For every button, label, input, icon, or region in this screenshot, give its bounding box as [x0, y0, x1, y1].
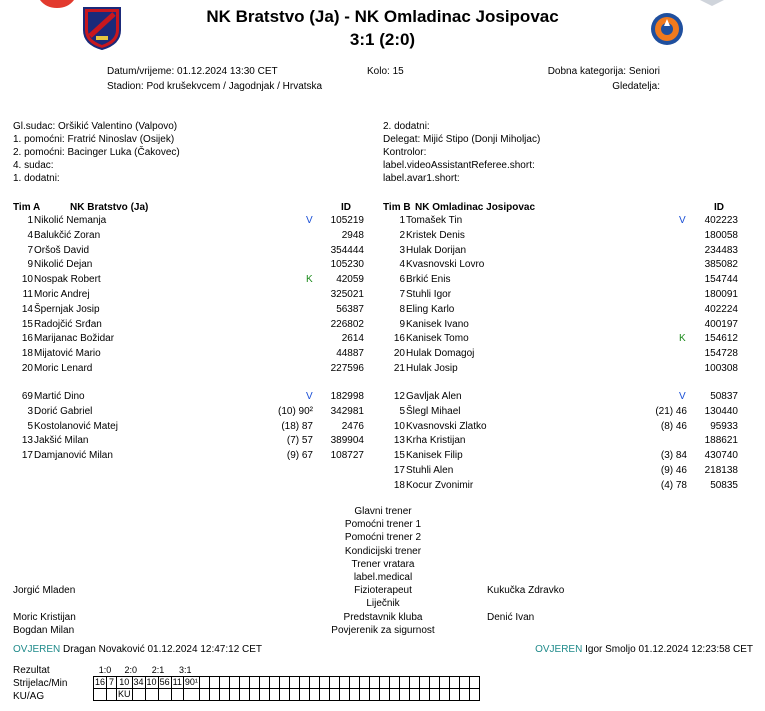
match-spectators: Gledatelja: [612, 81, 660, 92]
empty-cell [309, 676, 319, 688]
match-category: Dobna kategorija: Seniori [547, 66, 660, 77]
player-id: 218138 [704, 465, 738, 476]
staff-role: Fizioterapeut [354, 585, 412, 597]
match-round: Kolo: 15 [367, 66, 404, 77]
player-name: Kocur Zvonimir [406, 479, 474, 491]
empty-cell [379, 664, 389, 676]
staff-member-right: Denić Ivan [487, 611, 535, 623]
player-number: 4 [399, 259, 405, 271]
player-id: 105219 [330, 215, 364, 226]
player-id: 342981 [330, 405, 364, 417]
team-a-name: NK Bratstvo (Ja) [70, 202, 149, 213]
player-id: 389904 [330, 435, 364, 447]
substitution-info: (7) 57 [286, 435, 313, 447]
empty-cell [259, 664, 269, 676]
empty-cell [199, 664, 209, 676]
player-number: 13 [393, 435, 405, 447]
player-id: 105230 [330, 259, 364, 271]
official-line: Gl.sudac: Oršikić Valentino (Valpovo) [13, 121, 178, 132]
player-name: Krha Kristijan [406, 435, 466, 447]
player-name: Hulak Dorijan [406, 244, 467, 256]
empty-cell [289, 688, 299, 700]
empty-cell [399, 664, 409, 676]
player-number: 3 [27, 405, 33, 417]
substitution-info: (21) 46 [655, 405, 687, 417]
player-name: Moric Lenard [34, 363, 93, 374]
empty-cell [379, 676, 389, 688]
verified-text: Igor Smoljo 01.12.2024 12:23:58 CET [585, 644, 753, 655]
player-name: Eling Karlo [406, 303, 455, 315]
team-a-label: Tim A [13, 202, 41, 213]
player-number: 9 [27, 259, 33, 271]
player-name: Damjanović Milan [34, 450, 113, 462]
player-number: 11 [22, 289, 33, 300]
player-number: 9 [399, 318, 405, 330]
substitution-info: (10) 90² [277, 405, 313, 417]
staff-role: Glavni trener [354, 506, 412, 517]
staff-role: Predstavnik kluba [343, 611, 423, 623]
empty-cell [158, 688, 171, 700]
goalkeeper-mark: V [679, 215, 686, 226]
player-name: Balukčić Zoran [34, 229, 101, 241]
empty-cell [279, 688, 289, 700]
empty-cell [339, 688, 349, 700]
substitution-info: (18) 87 [281, 420, 313, 432]
player-number: 3 [399, 244, 405, 256]
player-number: 8 [399, 303, 405, 315]
goalkeeper-mark: V [679, 391, 686, 402]
goalkeeper-mark: V [306, 215, 313, 226]
empty-cell [132, 688, 145, 700]
player-number: 69 [21, 391, 33, 402]
player-number: 7 [399, 289, 405, 300]
empty-cell [219, 676, 229, 688]
official-line: 2. pomoćni: Bacinger Luka (Čakovec) [13, 147, 180, 158]
empty-cell [319, 676, 329, 688]
staff-role: Povjerenik za sigurnost [331, 624, 435, 636]
staff-member-left: Moric Kristijan [13, 611, 76, 623]
empty-cell [349, 688, 359, 700]
scorer-row-label: Strijelac/Min [13, 678, 68, 689]
empty-cell [229, 688, 239, 700]
scorer-cell: 7 [107, 676, 117, 688]
player-id: 325021 [330, 289, 364, 300]
match-datetime: Datum/vrijeme: 01.12.2024 13:30 CET [107, 66, 278, 77]
player-id: 50837 [710, 391, 738, 402]
empty-cell [459, 688, 469, 700]
player-name: Oršoš David [34, 244, 90, 256]
empty-cell [249, 664, 259, 676]
empty-cell [429, 688, 439, 700]
player-name: Radojčić Srđan [34, 318, 102, 330]
player-number: 18 [21, 348, 33, 360]
player-number: 4 [27, 229, 33, 241]
player-name: Tomašek Tin [406, 215, 463, 226]
player-number: 12 [393, 391, 405, 402]
empty-cell [259, 688, 269, 700]
goalkeeper-mark: V [306, 391, 313, 402]
empty-cell [269, 664, 279, 676]
empty-cell [94, 688, 107, 700]
scorer-cell: 11 [172, 677, 182, 687]
staff-member-left: Jorgić Mladen [13, 585, 76, 597]
player-number: 10 [393, 420, 405, 432]
player-name: Špernjak Josip [34, 303, 100, 315]
empty-cell [469, 688, 479, 700]
empty-cell [409, 676, 419, 688]
result-score: 2:1 [145, 664, 171, 676]
team-b-name: NK Omladinac Josipovac [415, 202, 536, 213]
empty-cell [279, 676, 289, 688]
staff-role: Trener vratara [351, 558, 415, 570]
player-name: Kanisek Filip [406, 450, 463, 462]
verification-right [535, 644, 753, 655]
empty-cell [379, 688, 389, 700]
player-id: 130440 [704, 405, 738, 417]
empty-cell [319, 664, 329, 676]
substitution-info: (9) 67 [286, 450, 313, 462]
player-name: Moric Andrej [34, 289, 90, 300]
staff-member-right: Kukučka Zdravko [487, 585, 565, 597]
player-id: 108727 [330, 450, 364, 462]
empty-cell [409, 664, 419, 676]
official-line: 1. pomoćni: Fratrić Ninoslav (Osijek) [13, 134, 175, 145]
result-score: 2:0 [117, 664, 146, 676]
verification-left [13, 644, 262, 655]
empty-cell [183, 688, 199, 700]
substitution-info: (3) 84 [660, 450, 687, 462]
player-name: Dorić Gabriel [34, 405, 93, 417]
player-id: 400197 [704, 318, 738, 330]
empty-cell [399, 688, 409, 700]
player-number: 13 [21, 435, 33, 447]
empty-cell [399, 676, 409, 688]
empty-cell [259, 676, 269, 688]
empty-cell [171, 688, 183, 700]
player-number: 16 [393, 333, 405, 345]
player-id: 50835 [710, 479, 738, 491]
staff-role: label.medical [353, 572, 413, 583]
result-row-label: Rezultat [13, 665, 50, 676]
empty-cell [219, 688, 229, 700]
official-line: 1. dodatni: [13, 173, 60, 184]
player-name: Kvasnovski Lovro [406, 259, 485, 271]
official-line: Kontrolor: [383, 147, 427, 158]
empty-cell [419, 688, 429, 700]
empty-cell [469, 664, 479, 676]
player-id: 44887 [336, 348, 364, 360]
player-name: Mijatović Mario [34, 348, 101, 360]
empty-cell [199, 688, 209, 700]
player-name: Hulak Josip [406, 363, 458, 374]
empty-cell [309, 688, 319, 700]
empty-cell [389, 676, 399, 688]
empty-cell [369, 676, 379, 688]
staff-role: Kondicijski trener [344, 545, 422, 557]
substitution-info: (4) 78 [660, 479, 687, 491]
empty-cell [299, 664, 309, 676]
verified-label: OVJEREN [13, 644, 61, 655]
player-id: 402224 [704, 303, 738, 315]
player-name: Nikolić Nemanja [34, 215, 107, 226]
player-number: 17 [393, 465, 405, 476]
player-number: 10 [21, 274, 33, 286]
scorer-cell: 10 [146, 677, 157, 687]
player-number: 16 [21, 333, 33, 345]
empty-cell [449, 664, 459, 676]
player-id: 42059 [336, 274, 364, 286]
player-id: 385082 [704, 259, 738, 271]
empty-cell [459, 664, 469, 676]
player-id: 402223 [704, 215, 738, 226]
empty-cell [289, 664, 299, 676]
result-table [93, 664, 480, 701]
official-line: label.avar1.short: [383, 173, 460, 184]
player-number: 6 [399, 274, 405, 286]
empty-cell [439, 664, 449, 676]
player-number: 15 [21, 318, 33, 330]
player-name: Šlegl Mihael [406, 405, 461, 417]
empty-cell [459, 676, 469, 688]
empty-cell [469, 676, 479, 688]
team-b-label: Tim B [383, 202, 411, 213]
player-id: 226802 [330, 318, 364, 330]
scorer-cell: 34 [133, 677, 144, 687]
empty-cell [419, 676, 429, 688]
player-id: 95933 [710, 420, 738, 432]
player-name: Kvasnovski Zlatko [406, 420, 487, 432]
player-name: Nikolić Dejan [34, 259, 93, 271]
player-id: 56387 [336, 303, 364, 315]
player-name: Stuhli Igor [406, 289, 452, 300]
result-score: 1:0 [94, 664, 117, 676]
empty-cell [439, 688, 449, 700]
player-name: Jakšić Milan [34, 435, 89, 447]
empty-cell [429, 676, 439, 688]
player-id: 234483 [704, 244, 738, 256]
player-id: 182998 [330, 391, 364, 402]
team-a-id-header: ID [341, 202, 351, 213]
empty-cell [369, 664, 379, 676]
empty-cell [309, 664, 319, 676]
player-id: 430740 [704, 450, 738, 462]
empty-cell [409, 688, 419, 700]
empty-cell [239, 688, 249, 700]
match-title: NK Bratstvo (Ja) - NK Omladinac Josipovac [206, 7, 559, 26]
empty-cell [199, 676, 209, 688]
empty-cell [279, 664, 289, 676]
player-name: Kristek Denis [406, 229, 465, 241]
empty-cell [359, 688, 369, 700]
player-name: Martić Dino [34, 391, 85, 402]
player-id: 354444 [330, 244, 364, 256]
match-score: 3:1 (2:0) [349, 30, 416, 49]
empty-cell [329, 688, 339, 700]
empty-cell [209, 676, 219, 688]
player-number: 14 [21, 303, 33, 315]
ku-cell: KU [118, 689, 131, 699]
player-name: Stuhli Alen [406, 465, 454, 476]
official-line: 2. dodatni: [383, 121, 430, 132]
player-name: Gavljak Alen [406, 391, 462, 402]
player-id: 227596 [330, 363, 364, 374]
captain-mark: K [679, 333, 686, 345]
empty-cell [249, 688, 259, 700]
empty-cell [449, 688, 459, 700]
empty-cell [239, 676, 249, 688]
player-id: 188621 [704, 435, 738, 447]
empty-cell [209, 664, 219, 676]
player-name: Brkić Enis [406, 274, 451, 286]
empty-cell [359, 664, 369, 676]
empty-cell [389, 688, 399, 700]
player-number: 5 [27, 420, 33, 432]
scorer-cell: 56 [159, 677, 170, 687]
empty-cell [219, 664, 229, 676]
captain-mark: K [306, 274, 313, 286]
empty-cell [269, 688, 279, 700]
empty-cell [209, 688, 219, 700]
player-name: Nospak Robert [34, 274, 101, 286]
staff-role: Pomoćni trener 2 [344, 532, 422, 544]
player-id: 2476 [341, 420, 364, 432]
player-number: 7 [27, 244, 33, 256]
player-id: 154744 [704, 274, 738, 286]
player-id: 2614 [341, 333, 364, 345]
scorer-cell: 10 [117, 676, 133, 688]
player-name: Kanisek Tomo [406, 333, 469, 345]
empty-cell [339, 676, 349, 688]
player-id: 154728 [704, 348, 738, 360]
player-number: 1 [27, 215, 33, 226]
verified-text: Dragan Novaković 01.12.2024 12:47:12 CET [63, 644, 263, 655]
empty-cell [269, 676, 279, 688]
player-number: 21 [393, 363, 405, 374]
player-id: 100308 [704, 363, 738, 374]
scorer-cell: 90¹ [184, 677, 198, 687]
result-score: 3:1 [171, 664, 199, 676]
player-number: 5 [399, 405, 405, 417]
ku-row-label: KU/AG [13, 691, 45, 702]
player-id: 180091 [704, 289, 738, 300]
player-number: 20 [21, 363, 33, 374]
scorer-cell: 16 [95, 677, 106, 687]
match-stadium: Stadion: Pod krušekvcem / Jagodnjak / Hrvatska [107, 81, 323, 92]
empty-cell [329, 664, 339, 676]
federation-top-badge-icon [700, 0, 724, 6]
empty-cell [319, 688, 329, 700]
staff-member-left: Bogdan Milan [13, 624, 75, 636]
staff-role: Pomoćni trener 1 [344, 519, 422, 531]
player-number: 2 [399, 229, 405, 241]
official-line: label.videoAssistantReferee.short: [383, 160, 535, 171]
empty-cell [349, 676, 359, 688]
empty-cell [299, 688, 309, 700]
player-number: 1 [399, 215, 405, 226]
official-line: Delegat: Mijić Stipo (Donji Miholjac) [383, 134, 541, 145]
empty-cell [339, 664, 349, 676]
empty-cell [449, 676, 459, 688]
empty-cell [107, 688, 117, 700]
empty-cell [239, 664, 249, 676]
player-number: 18 [393, 479, 405, 491]
empty-cell [389, 664, 399, 676]
empty-cell [289, 676, 299, 688]
empty-cell [429, 664, 439, 676]
player-number: 15 [393, 450, 405, 462]
official-line: 4. sudac: [13, 160, 54, 171]
player-id: 154612 [704, 333, 738, 345]
player-number: 17 [21, 450, 33, 462]
substitution-info: (8) 46 [660, 420, 687, 432]
substitution-info: (9) 46 [660, 465, 687, 476]
empty-cell [145, 688, 158, 700]
empty-cell [229, 664, 239, 676]
empty-cell [419, 664, 429, 676]
empty-cell [369, 688, 379, 700]
player-id: 180058 [704, 229, 738, 241]
player-name: Marijanac Božidar [34, 333, 115, 345]
empty-cell [329, 676, 339, 688]
empty-cell [249, 676, 259, 688]
player-name: Kostolanović Matej [34, 420, 118, 432]
empty-cell [359, 676, 369, 688]
player-name: Kanisek Ivano [406, 318, 469, 330]
verified-label: OVJEREN [535, 644, 583, 655]
team-b-id-header: ID [714, 202, 724, 213]
player-number: 20 [393, 348, 405, 360]
empty-cell [299, 676, 309, 688]
player-id: 2948 [341, 229, 364, 241]
empty-cell [229, 676, 239, 688]
empty-cell [349, 664, 359, 676]
player-name: Hulak Domagoj [406, 348, 475, 360]
empty-cell [439, 676, 449, 688]
staff-role: Liječnik [366, 598, 400, 610]
